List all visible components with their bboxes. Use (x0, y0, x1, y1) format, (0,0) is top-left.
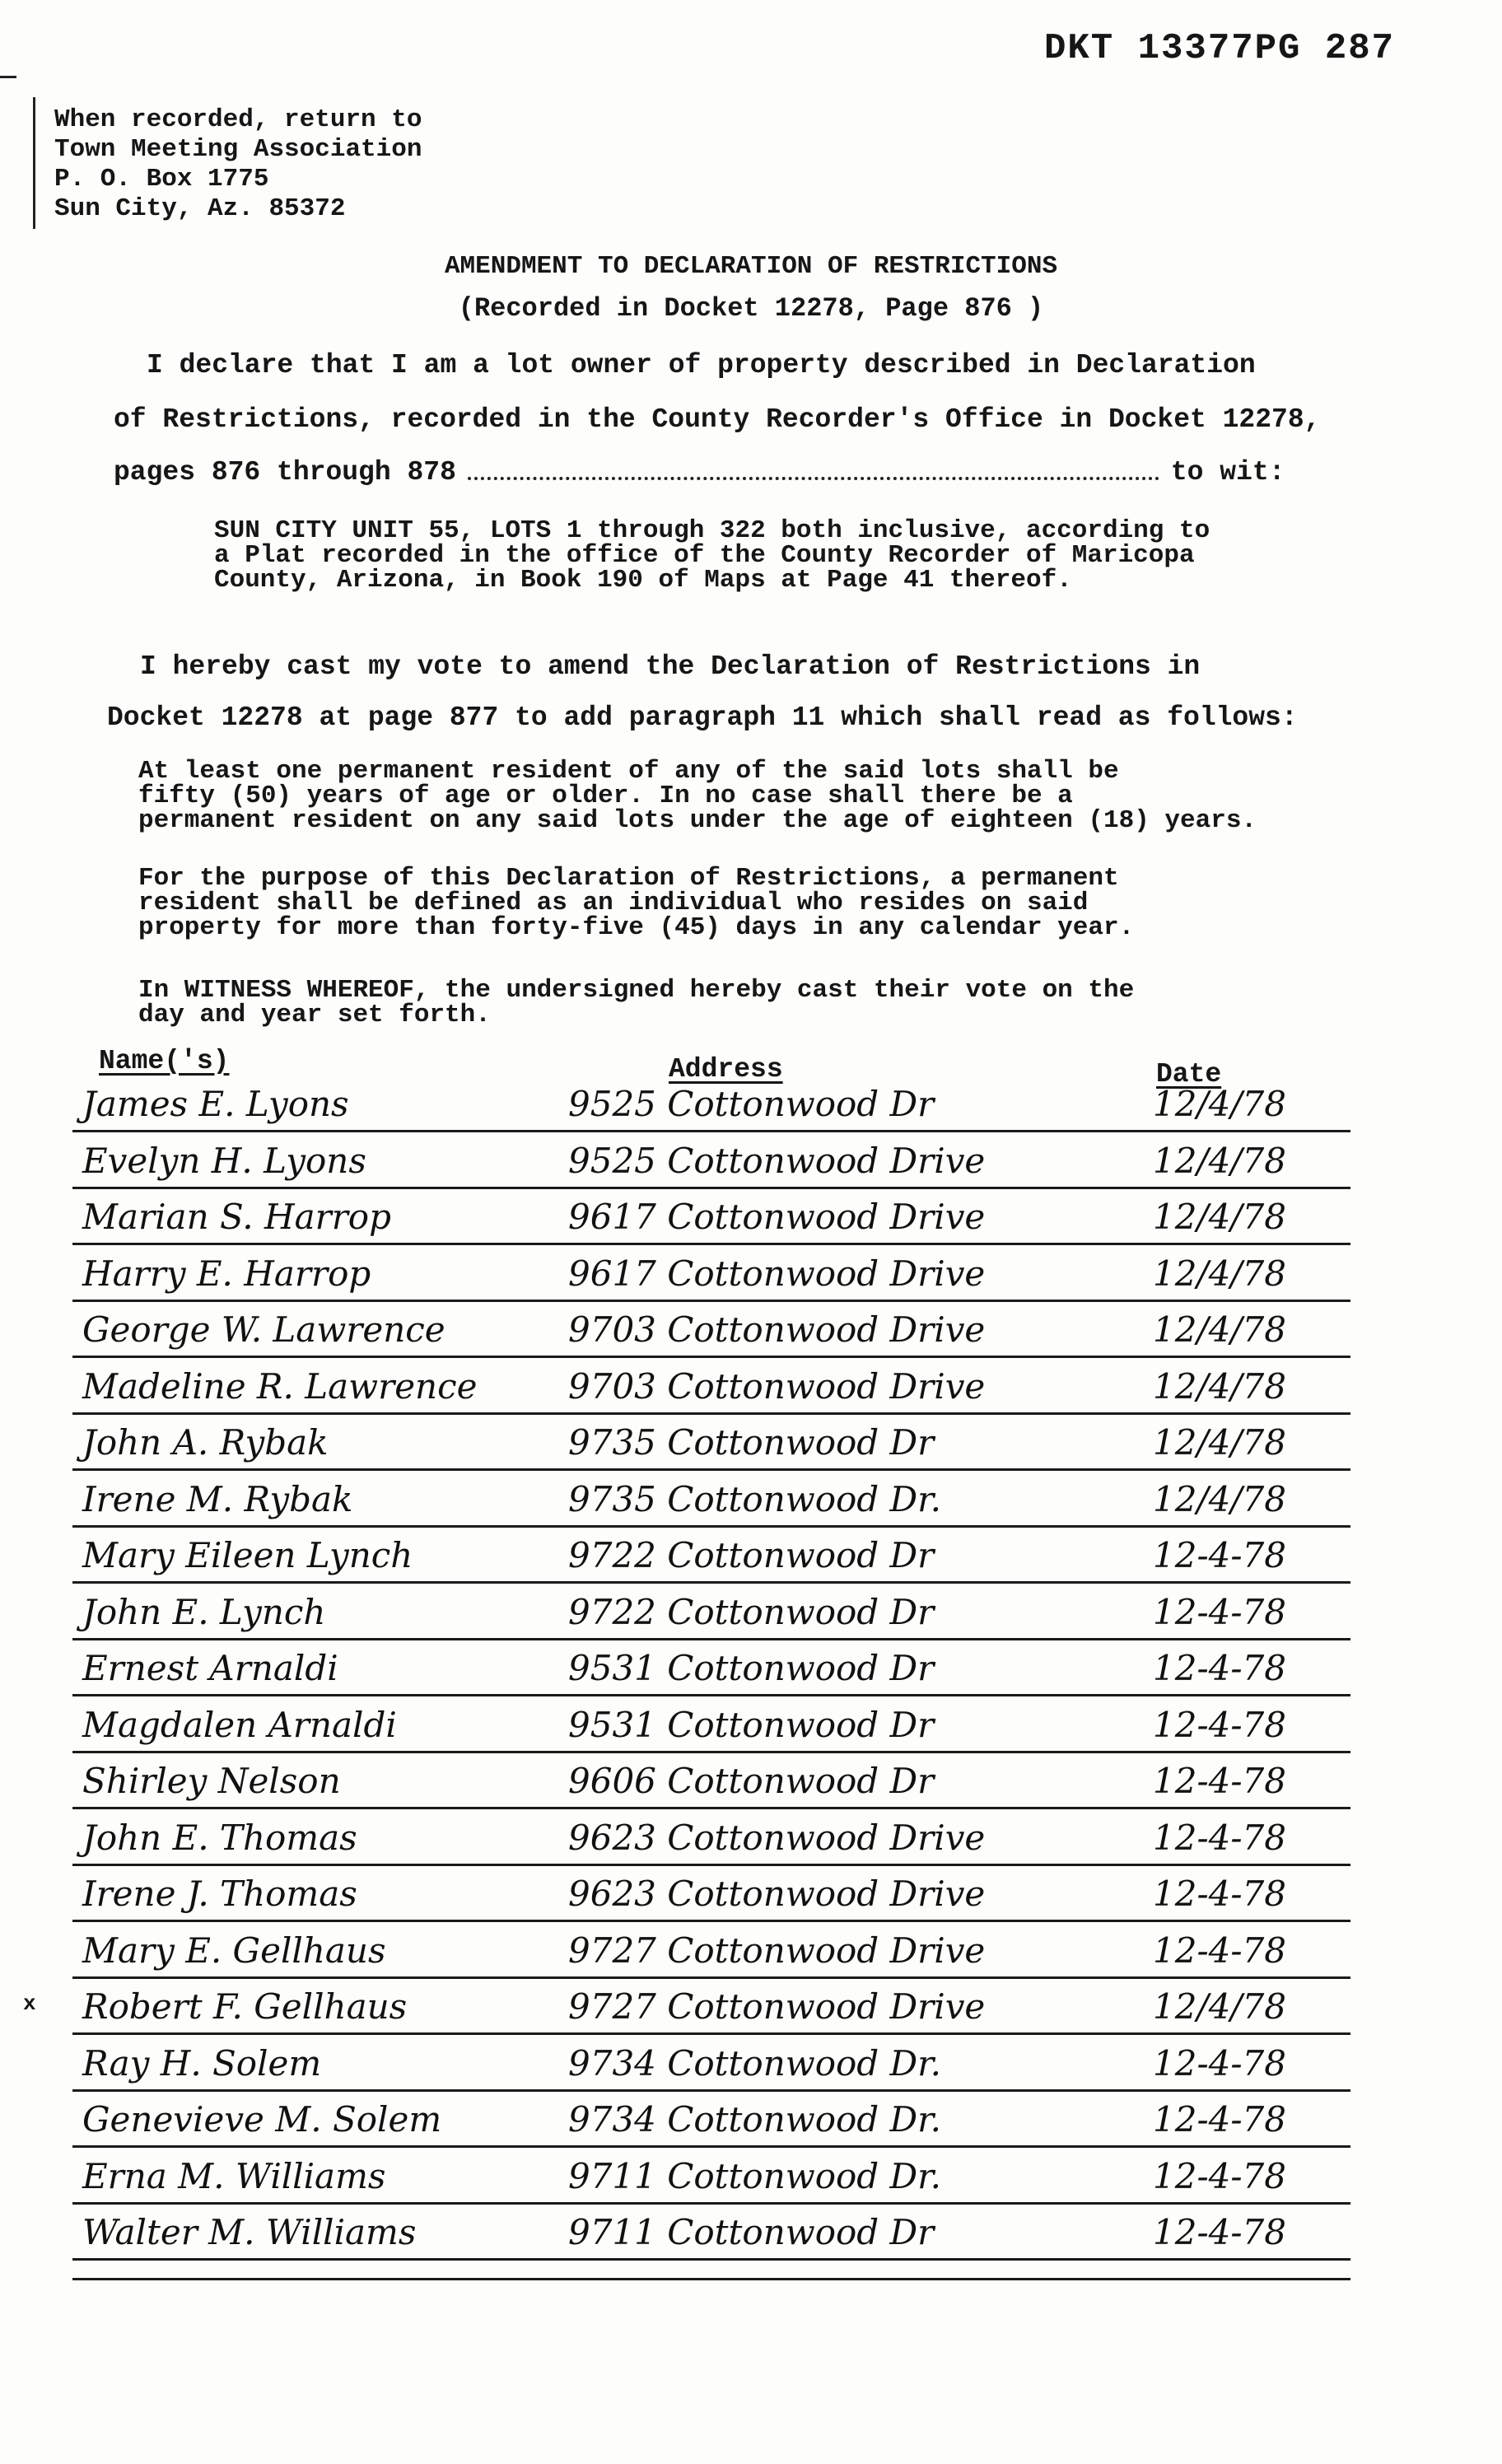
paragraph-11-line: fifty (50) years of age or older. In no case shall there be a (138, 782, 1073, 810)
closing-rule (72, 2278, 1350, 2280)
signatory-address: 9525 Cottonwood Drive (568, 1140, 986, 1181)
signature-line-rule (72, 1468, 1350, 1471)
signatory-address: 9531 Cottonwood Dr (568, 1648, 935, 1688)
signature-date: 12-4-78 (1153, 2155, 1286, 2196)
property-line: County, Arizona, in Book 190 of Maps at Page 41 thereof. (214, 566, 1072, 595)
signature-date: 12-4-78 (1153, 1648, 1286, 1688)
signatory-address: 9525 Cottonwood Dr (568, 1084, 935, 1124)
signatory-address: 9734 Cottonwood Dr. (568, 2042, 941, 2084)
witness-line: day and year set forth. (138, 1001, 491, 1029)
signatory-address: 9617 Cottonwood Drive (568, 1197, 986, 1237)
signature-line-rule (72, 1807, 1350, 1809)
signature-line-rule (72, 2145, 1350, 2148)
signature-date: 12-4-78 (1153, 1591, 1286, 1632)
signatory-address: 9703 Cottonwood Drive (568, 1309, 986, 1350)
signatory-address: 9735 Cottonwood Dr (568, 1422, 935, 1463)
dot-leader (468, 464, 1159, 480)
signatory-name: Walter M. Williams (82, 2212, 417, 2252)
signature-line-rule (72, 1976, 1350, 1979)
pages-line (114, 456, 1349, 489)
signatory-name: Marian S. Harrop (82, 1197, 391, 1237)
resident-definition (138, 866, 1134, 940)
signature-line-rule (72, 1864, 1350, 1866)
signatory-name: Mary E. Gellhaus (82, 1930, 386, 1971)
signature-line-rule (72, 2258, 1350, 2261)
signatory-name: Irene J. Thomas (82, 1874, 357, 1914)
signature-line-rule (72, 2202, 1350, 2205)
definition-line: resident shall be defined as an individual who resides on said (138, 889, 1089, 917)
signatory-name: Shirley Nelson (82, 1761, 341, 1801)
paragraph-11-line: At least one permanent resident of any of the said lots shall be (138, 757, 1119, 786)
paragraph-11-text (138, 759, 1257, 833)
signatory-name: Irene M. Rybak (82, 1478, 353, 1519)
declare-line-1: I declare that I am a lot owner of property described in Declaration (147, 350, 1256, 380)
signature-line-rule (72, 2032, 1350, 2035)
signature-line-rule (72, 1356, 1350, 1358)
document-title: AMENDMENT TO DECLARATION OF RESTRICTIONS (444, 252, 1058, 281)
signature-line-rule (72, 1525, 1350, 1528)
docket-page-stamp: DKT 13377PG 287 (1044, 28, 1396, 69)
signature-line-rule (72, 1187, 1350, 1189)
signatory-name: James E. Lyons (82, 1084, 349, 1124)
return-line: Town Meeting Association (54, 135, 422, 164)
to-wit-label: to wit: (1170, 457, 1285, 488)
signature-date: 12-4-78 (1153, 1817, 1286, 1858)
signature-date: 12/4/78 (1153, 1253, 1286, 1294)
pages-label: pages 876 through 878 (114, 457, 456, 488)
definition-line: property for more than forty-five (45) days in any calendar year. (138, 913, 1135, 942)
return-line: P. O. Box 1775 (54, 165, 269, 194)
return-address-block (54, 105, 422, 224)
signatory-name: Robert F. Gellhaus (82, 1986, 408, 2027)
signatory-name: Magdalen Arnaldi (82, 1704, 397, 1745)
signature-line-rule (72, 1920, 1350, 1922)
signatory-name: John E. Thomas (82, 1817, 357, 1858)
signature-date: 12-4-78 (1153, 2212, 1286, 2252)
signatory-name: Evelyn H. Lyons (82, 1140, 366, 1181)
witness-line: In WITNESS WHEREOF, the undersigned hereby cast their vote on the (138, 976, 1135, 1005)
property-description (214, 516, 1210, 595)
signatory-name: John A. Rybak (82, 1422, 329, 1463)
signature-line-rule (72, 1243, 1350, 1245)
signatory-name: George W. Lawrence (82, 1309, 445, 1350)
signatory-name: John E. Lynch (82, 1591, 326, 1632)
signatory-address: 9722 Cottonwood Dr (568, 1535, 935, 1575)
signatory-name: Ray H. Solem (82, 2042, 322, 2084)
paragraph-11-line: permanent resident on any said lots under the age of eighteen (18) years. (138, 806, 1257, 835)
signatory-address: 9727 Cottonwood Drive (568, 1986, 986, 2027)
signatory-address: 9722 Cottonwood Dr (568, 1591, 935, 1632)
signatory-name: Mary Eileen Lynch (82, 1535, 413, 1575)
return-line: When recorded, return to (54, 105, 422, 134)
signature-line-rule (72, 1130, 1350, 1132)
signatory-address: 9727 Cottonwood Drive (568, 1930, 986, 1971)
signature-date: 12-4-78 (1153, 1761, 1286, 1801)
signatory-name: Harry E. Harrop (82, 1253, 371, 1294)
signature-line-rule (72, 1581, 1350, 1584)
return-line: Sun City, Az. 85372 (54, 194, 346, 223)
signatory-address: 9623 Cottonwood Drive (568, 1874, 986, 1914)
margin-x-mark: x (23, 1991, 36, 2016)
witness-clause (138, 978, 1134, 1028)
signature-date: 12-4-78 (1153, 1704, 1286, 1745)
signatory-address: 9531 Cottonwood Dr (568, 1704, 935, 1745)
signatory-name: Erna M. Williams (82, 2155, 386, 2196)
signatory-address: 9606 Cottonwood Dr (568, 1761, 935, 1801)
column-header-name: Name('s) (99, 1046, 230, 1076)
signatory-name: Ernest Arnaldi (82, 1648, 338, 1688)
signature-date: 12-4-78 (1153, 2099, 1286, 2140)
signature-line-rule (72, 1412, 1350, 1415)
declare-line-2: of Restrictions, recorded in the County Recorder's Office in Docket 12278, (114, 404, 1321, 435)
signature-date: 12-4-78 (1153, 1874, 1286, 1914)
signature-date: 12-4-78 (1153, 1930, 1286, 1971)
signatory-address: 9734 Cottonwood Dr. (568, 2099, 941, 2140)
signature-date: 12-4-78 (1153, 1535, 1286, 1575)
property-line: SUN CITY UNIT 55, LOTS 1 through 322 both inclusive, according to (214, 516, 1210, 545)
signature-date: 12/4/78 (1153, 1197, 1286, 1237)
signature-date: 12/4/78 (1153, 1365, 1286, 1407)
vote-line-1: I hereby cast my vote to amend the Declaration of Restrictions in (140, 651, 1201, 682)
vote-line-2: Docket 12278 at page 877 to add paragraph 11 which shall read as follows: (107, 702, 1298, 733)
signature-line-rule (72, 2089, 1350, 2092)
signatory-address: 9617 Cottonwood Drive (568, 1253, 986, 1294)
signatory-address: 9735 Cottonwood Dr. (568, 1478, 941, 1519)
signature-line-rule (72, 1300, 1350, 1302)
signature-date: 12/4/78 (1153, 1084, 1286, 1124)
signature-line-rule (72, 1751, 1350, 1753)
signature-date: 12/4/78 (1153, 1986, 1286, 2027)
signature-line-rule (72, 1638, 1350, 1640)
signature-date: 12-4-78 (1153, 2042, 1286, 2084)
signatory-address: 9711 Cottonwood Dr. (568, 2155, 941, 2196)
signature-line-rule (72, 1694, 1350, 1696)
signatory-name: Genevieve M. Solem (82, 2099, 442, 2140)
signatory-address: 9711 Cottonwood Dr (568, 2212, 935, 2252)
column-header-date: Date (1156, 1059, 1222, 1090)
signature-date: 12/4/78 (1153, 1309, 1286, 1350)
margin-rule (33, 97, 35, 229)
property-line: a Plat recorded in the office of the County Recorder of Maricopa (214, 541, 1195, 570)
signatory-address: 9623 Cottonwood Drive (568, 1817, 986, 1858)
signature-date: 12/4/78 (1153, 1478, 1286, 1519)
signature-date: 12/4/78 (1153, 1140, 1286, 1181)
definition-line: For the purpose of this Declaration of Restrictions, a permanent (138, 864, 1119, 893)
margin-tick-mark (0, 76, 16, 78)
signatory-name: Madeline R. Lawrence (82, 1365, 478, 1407)
signature-date: 12/4/78 (1153, 1422, 1286, 1463)
document-subtitle: (Recorded in Docket 12278, Page 876 ) (458, 293, 1044, 324)
column-header-address: Address (669, 1054, 783, 1085)
signatory-address: 9703 Cottonwood Drive (568, 1365, 986, 1407)
